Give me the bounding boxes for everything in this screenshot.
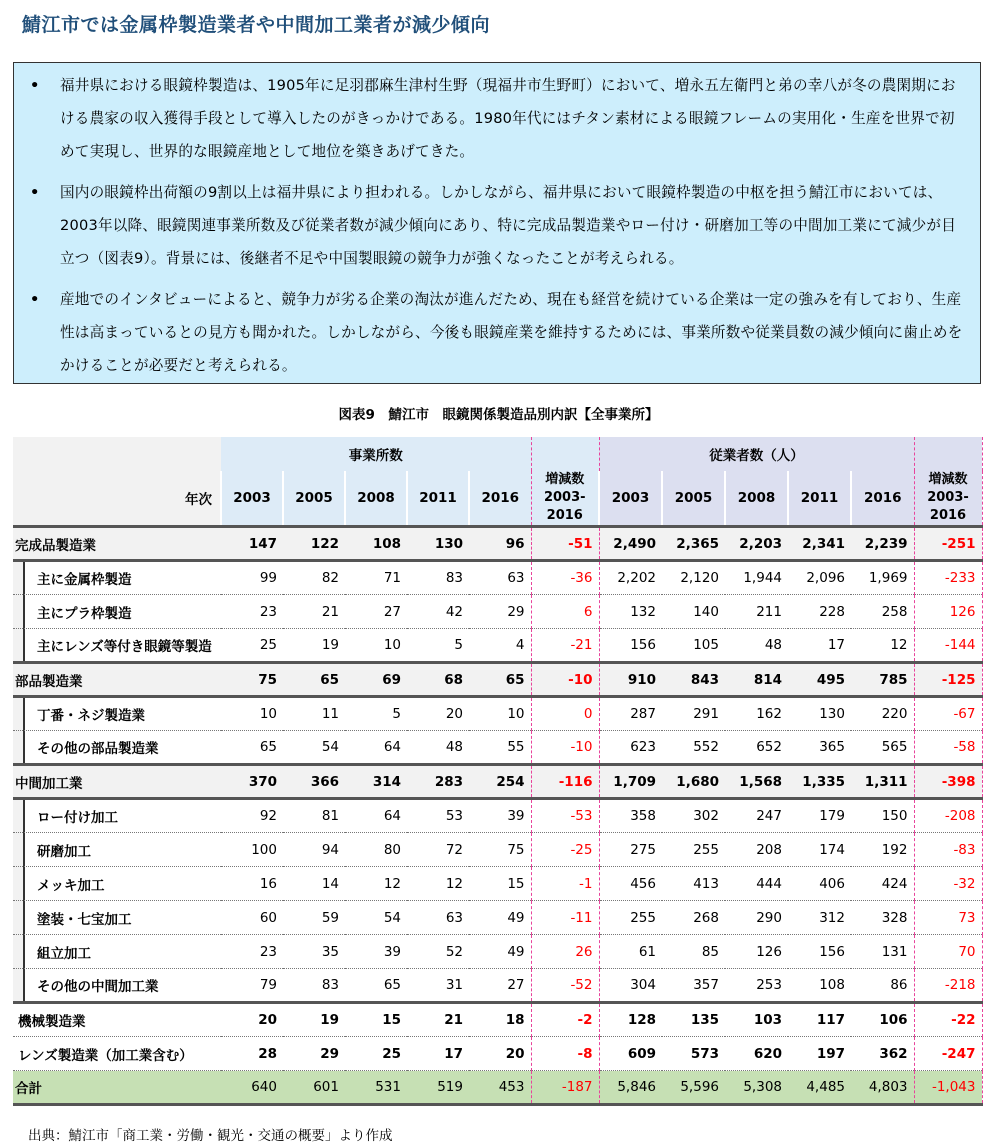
- cell-establishments: 23: [221, 595, 283, 629]
- cell-establishments-change: -10: [531, 731, 599, 765]
- cell-establishments: 83: [407, 561, 469, 595]
- cell-employees: 258: [851, 595, 914, 629]
- cell-employees: 2,202: [599, 561, 662, 595]
- cell-establishments: 80: [345, 833, 407, 867]
- cell-employees: 1,335: [788, 765, 851, 799]
- cell-establishments: 21: [283, 595, 345, 629]
- cell-establishments-change: 26: [531, 935, 599, 969]
- table-row-plain: [13, 1037, 982, 1071]
- cell-establishments: 19: [283, 1003, 345, 1037]
- cell-establishments: 21: [407, 1003, 469, 1037]
- cell-employees: 253: [725, 969, 788, 1003]
- cell-employees: 174: [788, 833, 851, 867]
- cell-employees: 4,803: [851, 1071, 914, 1105]
- cell-employees-change: -83: [914, 833, 982, 867]
- cell-establishments-change: 0: [531, 697, 599, 731]
- cell-employees: 117: [788, 1003, 851, 1037]
- cell-employees: 5,596: [662, 1071, 725, 1105]
- cell-employees: 1,969: [851, 561, 914, 595]
- cell-employees: 179: [788, 799, 851, 833]
- row-label: 部品製造業: [13, 663, 221, 697]
- cell-employees: 156: [599, 629, 662, 663]
- row-label: 機械製造業: [13, 1003, 221, 1037]
- cell-establishments: 20: [469, 1037, 531, 1071]
- cell-establishments: 71: [345, 561, 407, 595]
- cell-employees-change: -125: [914, 663, 982, 697]
- cell-employees: 444: [725, 867, 788, 901]
- cell-establishments: 16: [221, 867, 283, 901]
- row-label: 研磨加工: [13, 833, 221, 867]
- cell-establishments: 29: [283, 1037, 345, 1071]
- cell-establishments: 25: [221, 629, 283, 663]
- cell-employees: 140: [662, 595, 725, 629]
- header-group-est-change: [531, 437, 599, 471]
- cell-establishments: 29: [469, 595, 531, 629]
- table-row-sub: [13, 833, 982, 867]
- cell-establishments: 25: [345, 1037, 407, 1071]
- source-note: 出典：鯖江市「商工業・労働・観光・交通の概要」より作成: [28, 1128, 393, 1144]
- cell-employees: 456: [599, 867, 662, 901]
- header-year: 2011: [407, 471, 469, 527]
- header-change-range-start: 2003-: [543, 490, 586, 505]
- header-est-change: [531, 471, 599, 527]
- cell-employees: 2,096: [788, 561, 851, 595]
- cell-establishments-change: -187: [531, 1071, 599, 1105]
- header-change-label: 増減数: [928, 472, 968, 487]
- cell-employees: 362: [851, 1037, 914, 1071]
- cell-employees: 4,485: [788, 1071, 851, 1105]
- cell-establishments: 122: [283, 527, 345, 561]
- cell-employees: 406: [788, 867, 851, 901]
- cell-employees: 17: [788, 629, 851, 663]
- cell-employees: 85: [662, 935, 725, 969]
- table-row-sub: [13, 629, 982, 663]
- cell-employees: 573: [662, 1037, 725, 1071]
- cell-employees: 365: [788, 731, 851, 765]
- cell-employees: 609: [599, 1037, 662, 1071]
- cell-establishments: 39: [469, 799, 531, 833]
- bullet-item: [30, 69, 966, 168]
- cell-establishments: 17: [407, 1037, 469, 1071]
- cell-establishments: 531: [345, 1071, 407, 1105]
- table-row-sub: [13, 799, 982, 833]
- cell-employees: 12: [851, 629, 914, 663]
- row-label: 主に金属枠製造: [13, 561, 221, 595]
- cell-employees: 197: [788, 1037, 851, 1071]
- cell-establishments-change: -52: [531, 969, 599, 1003]
- cell-employees: 623: [599, 731, 662, 765]
- cell-establishments: 5: [407, 629, 469, 663]
- cell-establishments: 4: [469, 629, 531, 663]
- table-row-cat: [13, 663, 982, 697]
- table-row-sub: [13, 935, 982, 969]
- cell-employees: 126: [725, 935, 788, 969]
- cell-employees-change: -22: [914, 1003, 982, 1037]
- cell-establishments-change: -116: [531, 765, 599, 799]
- page-title: 鯖江市では金属枠製造業者や中間加工業者が減少傾向: [22, 14, 491, 36]
- cell-employees: 290: [725, 901, 788, 935]
- table-row-total: [13, 1071, 982, 1105]
- header-change-range-start: 2003-: [927, 490, 969, 505]
- cell-establishments: 81: [283, 799, 345, 833]
- cell-employees: 255: [599, 901, 662, 935]
- row-label: 合計: [13, 1071, 221, 1105]
- table-row-sub: [13, 969, 982, 1003]
- cell-employees: 130: [788, 697, 851, 731]
- cell-employees: 275: [599, 833, 662, 867]
- header-year: 2016: [851, 471, 914, 527]
- cell-employees: 5,308: [725, 1071, 788, 1105]
- cell-establishments: 64: [345, 731, 407, 765]
- cell-employees: 565: [851, 731, 914, 765]
- cell-employees: 2,120: [662, 561, 725, 595]
- cell-employees: 287: [599, 697, 662, 731]
- cell-establishments: 10: [345, 629, 407, 663]
- cell-employees: 910: [599, 663, 662, 697]
- cell-employees-change: -1,043: [914, 1071, 982, 1105]
- cell-employees: 103: [725, 1003, 788, 1037]
- header-year: 2003: [599, 471, 662, 527]
- cell-employees: 312: [788, 901, 851, 935]
- cell-establishments: 63: [407, 901, 469, 935]
- cell-establishments: 75: [221, 663, 283, 697]
- cell-employees: 2,490: [599, 527, 662, 561]
- cell-employees: 2,203: [725, 527, 788, 561]
- row-label: ロー付け加工: [13, 799, 221, 833]
- row-label: メッキ加工: [13, 867, 221, 901]
- cell-establishments: 65: [221, 731, 283, 765]
- cell-establishments: 11: [283, 697, 345, 731]
- cell-establishments: 12: [345, 867, 407, 901]
- bullet-item: [30, 283, 966, 382]
- cell-employees: 652: [725, 731, 788, 765]
- cell-establishments: 23: [221, 935, 283, 969]
- cell-establishments: 92: [221, 799, 283, 833]
- bullet-text: 産地でのインタビューによると、競争力が劣る企業の淘汰が進んだため、現在も経営を続けている企業は一定の強みを有しており、生産性は高まっているとの見方も聞かれた。しかしながら、今後も眼鏡産業を維持するためには、事業所数や従業員数の減少傾向に歯止めをかけることが必要だと考えられる。: [60, 291, 963, 374]
- bullet-item: [30, 176, 966, 275]
- table-row-cat: [13, 527, 982, 561]
- cell-employees: 357: [662, 969, 725, 1003]
- figure-title: 図表9 鯖江市 眼鏡関係製造品別内訳【全事業所】: [338, 407, 659, 423]
- cell-establishments: 283: [407, 765, 469, 799]
- cell-establishments: 52: [407, 935, 469, 969]
- cell-employees: 48: [725, 629, 788, 663]
- cell-employees: 192: [851, 833, 914, 867]
- header-year: 2008: [345, 471, 407, 527]
- cell-establishments: 83: [283, 969, 345, 1003]
- cell-employees: 86: [851, 969, 914, 1003]
- cell-employees-change: 70: [914, 935, 982, 969]
- cell-employees: 1,568: [725, 765, 788, 799]
- cell-establishments: 54: [283, 731, 345, 765]
- cell-employees: 132: [599, 595, 662, 629]
- cell-employees: 150: [851, 799, 914, 833]
- cell-employees-change: -32: [914, 867, 982, 901]
- cell-employees: 2,239: [851, 527, 914, 561]
- header-change-range-end: 2016: [546, 508, 583, 523]
- cell-employees: 156: [788, 935, 851, 969]
- row-label: 塗装・七宝加工: [13, 901, 221, 935]
- bullet-text: 国内の眼鏡枠出荷額の9割以上は福井県により担われる。しかしながら、福井県において眼鏡枠製造の中枢を担う鯖江市においては、2003年以降、眼鏡関連事業所数及び従業者数が減少傾向にあり、特に完成品製造業やロー付け・研磨加工等の中間加工業にて減少が目立つ（図表9）。背景には、後継者不足や中国製眼鏡の競争力が強くなったことが考えられる。: [60, 184, 956, 267]
- cell-establishments-change: -36: [531, 561, 599, 595]
- cell-establishments: 108: [345, 527, 407, 561]
- data-table: [13, 437, 983, 1106]
- cell-establishments: 370: [221, 765, 283, 799]
- row-label: 完成品製造業: [13, 527, 221, 561]
- cell-employees: 162: [725, 697, 788, 731]
- cell-employees: 424: [851, 867, 914, 901]
- cell-employees: 413: [662, 867, 725, 901]
- cell-establishments: 453: [469, 1071, 531, 1105]
- table-row-sub: [13, 867, 982, 901]
- cell-establishments: 20: [407, 697, 469, 731]
- bullet-icon: •: [30, 77, 40, 94]
- cell-establishments: 49: [469, 935, 531, 969]
- header-year: 2005: [662, 471, 725, 527]
- table-row-cat: [13, 765, 982, 799]
- cell-employees: 220: [851, 697, 914, 731]
- bullet-text: 福井県における眼鏡枠製造は、1905年に足羽郡麻生津村生野（現福井市生野町）において、増永五左衛門と弟の幸八が冬の農閑期における農家の収入獲得手段として導入したのがきっかけである。1980年代にはチタン素材による眼鏡フレームの実用化・生産を世界で初めて実現し、世界的な眼鏡産地として地位を築きあげてきた。: [60, 77, 956, 160]
- cell-establishments: 19: [283, 629, 345, 663]
- cell-establishments: 12: [407, 867, 469, 901]
- cell-employees: 135: [662, 1003, 725, 1037]
- header-year: 2003: [221, 471, 283, 527]
- cell-establishments: 65: [345, 969, 407, 1003]
- cell-establishments-change: -8: [531, 1037, 599, 1071]
- cell-establishments-change: -53: [531, 799, 599, 833]
- table-row-sub: [13, 595, 982, 629]
- header-emp-change: [914, 471, 982, 527]
- cell-establishments: 14: [283, 867, 345, 901]
- cell-establishments-change: -21: [531, 629, 599, 663]
- cell-establishments: 59: [283, 901, 345, 935]
- cell-employees-change: 126: [914, 595, 982, 629]
- cell-employees: 328: [851, 901, 914, 935]
- header-group-employees: 従業者数（人）: [599, 437, 914, 471]
- table-row-sub: [13, 697, 982, 731]
- cell-employees: 814: [725, 663, 788, 697]
- cell-establishments: 96: [469, 527, 531, 561]
- header-year: 2016: [469, 471, 531, 527]
- cell-establishments: 314: [345, 765, 407, 799]
- cell-establishments: 64: [345, 799, 407, 833]
- cell-employees: 358: [599, 799, 662, 833]
- cell-employees: 2,365: [662, 527, 725, 561]
- cell-employees: 247: [725, 799, 788, 833]
- bullet-icon: •: [30, 184, 40, 201]
- header-group-emp-change: [914, 437, 982, 471]
- cell-employees: 552: [662, 731, 725, 765]
- cell-establishments: 100: [221, 833, 283, 867]
- cell-establishments: 20: [221, 1003, 283, 1037]
- cell-establishments: 519: [407, 1071, 469, 1105]
- table-header-row-groups: [13, 437, 982, 471]
- cell-establishments: 28: [221, 1037, 283, 1071]
- cell-employees: 211: [725, 595, 788, 629]
- row-label: 組立加工: [13, 935, 221, 969]
- cell-establishments: 99: [221, 561, 283, 595]
- cell-employees: 255: [662, 833, 725, 867]
- cell-establishments: 15: [345, 1003, 407, 1037]
- cell-establishments-change: -51: [531, 527, 599, 561]
- cell-establishments: 55: [469, 731, 531, 765]
- row-label: 主にレンズ等付き眼鏡等製造: [13, 629, 221, 663]
- cell-employees: 291: [662, 697, 725, 731]
- row-label: その他の中間加工業: [13, 969, 221, 1003]
- cell-employees: 5,846: [599, 1071, 662, 1105]
- header-group-establishments: 事業所数: [221, 437, 531, 471]
- cell-establishments: 65: [283, 663, 345, 697]
- row-label: 主にプラ枠製造: [13, 595, 221, 629]
- header-change-label: 増減数: [545, 472, 585, 487]
- table-row-sub: [13, 731, 982, 765]
- cell-establishments: 15: [469, 867, 531, 901]
- cell-employees-change: -398: [914, 765, 982, 799]
- cell-employees: 1,944: [725, 561, 788, 595]
- cell-employees-change: -251: [914, 527, 982, 561]
- cell-establishments-change: -2: [531, 1003, 599, 1037]
- cell-establishments: 18: [469, 1003, 531, 1037]
- cell-establishments: 60: [221, 901, 283, 935]
- table-row-sub: [13, 901, 982, 935]
- cell-establishments: 79: [221, 969, 283, 1003]
- cell-employees-change: -67: [914, 697, 982, 731]
- cell-employees: 495: [788, 663, 851, 697]
- summary-box: [13, 62, 981, 384]
- header-corner: [13, 437, 221, 471]
- cell-establishments: 42: [407, 595, 469, 629]
- cell-employees: 61: [599, 935, 662, 969]
- row-label: 中間加工業: [13, 765, 221, 799]
- cell-employees-change: -208: [914, 799, 982, 833]
- header-year-label: 年次: [13, 471, 221, 527]
- cell-employees: 106: [851, 1003, 914, 1037]
- cell-employees: 105: [662, 629, 725, 663]
- cell-establishments: 69: [345, 663, 407, 697]
- cell-employees: 268: [662, 901, 725, 935]
- cell-establishments: 640: [221, 1071, 283, 1105]
- cell-establishments: 94: [283, 833, 345, 867]
- header-year: 2011: [788, 471, 851, 527]
- cell-employees: 843: [662, 663, 725, 697]
- cell-establishments: 147: [221, 527, 283, 561]
- cell-employees-change: -247: [914, 1037, 982, 1071]
- cell-employees-change: -58: [914, 731, 982, 765]
- cell-establishments-change: -1: [531, 867, 599, 901]
- table-row-sub: [13, 561, 982, 595]
- cell-establishments-change: 6: [531, 595, 599, 629]
- cell-employees: 228: [788, 595, 851, 629]
- cell-establishments: 39: [345, 935, 407, 969]
- header-year: 2008: [725, 471, 788, 527]
- cell-establishments: 254: [469, 765, 531, 799]
- cell-employees: 304: [599, 969, 662, 1003]
- cell-establishments: 27: [469, 969, 531, 1003]
- cell-establishments-change: -11: [531, 901, 599, 935]
- cell-establishments: 75: [469, 833, 531, 867]
- cell-employees: 1,680: [662, 765, 725, 799]
- cell-establishments: 10: [469, 697, 531, 731]
- cell-establishments: 49: [469, 901, 531, 935]
- cell-employees-change: 73: [914, 901, 982, 935]
- cell-employees: 128: [599, 1003, 662, 1037]
- cell-employees-change: -233: [914, 561, 982, 595]
- cell-employees: 208: [725, 833, 788, 867]
- row-label: 丁番・ネジ製造業: [13, 697, 221, 731]
- cell-establishments: 54: [345, 901, 407, 935]
- cell-establishments: 27: [345, 595, 407, 629]
- cell-establishments-change: -25: [531, 833, 599, 867]
- cell-employees: 302: [662, 799, 725, 833]
- cell-establishments: 72: [407, 833, 469, 867]
- cell-employees: 2,341: [788, 527, 851, 561]
- table-body: [13, 527, 982, 1105]
- row-label: その他の部品製造業: [13, 731, 221, 765]
- cell-establishments: 82: [283, 561, 345, 595]
- cell-establishments: 31: [407, 969, 469, 1003]
- cell-employees: 1,709: [599, 765, 662, 799]
- cell-employees-change: -144: [914, 629, 982, 663]
- table-row-plain: [13, 1003, 982, 1037]
- cell-establishments: 601: [283, 1071, 345, 1105]
- cell-establishments: 35: [283, 935, 345, 969]
- header-year: 2005: [283, 471, 345, 527]
- header-change-range-end: 2016: [929, 508, 967, 523]
- cell-establishments: 63: [469, 561, 531, 595]
- cell-establishments-change: -10: [531, 663, 599, 697]
- cell-establishments: 10: [221, 697, 283, 731]
- table-header-row-years: [13, 471, 982, 527]
- cell-employees: 1,311: [851, 765, 914, 799]
- cell-establishments: 5: [345, 697, 407, 731]
- cell-establishments: 48: [407, 731, 469, 765]
- cell-establishments: 68: [407, 663, 469, 697]
- cell-establishments: 65: [469, 663, 531, 697]
- cell-employees: 620: [725, 1037, 788, 1071]
- cell-employees: 108: [788, 969, 851, 1003]
- cell-employees: 785: [851, 663, 914, 697]
- bullet-icon: •: [30, 291, 40, 308]
- cell-establishments: 366: [283, 765, 345, 799]
- row-label: レンズ製造業（加工業含む）: [13, 1037, 221, 1071]
- cell-employees-change: -218: [914, 969, 982, 1003]
- cell-employees: 131: [851, 935, 914, 969]
- cell-establishments: 130: [407, 527, 469, 561]
- cell-establishments: 53: [407, 799, 469, 833]
